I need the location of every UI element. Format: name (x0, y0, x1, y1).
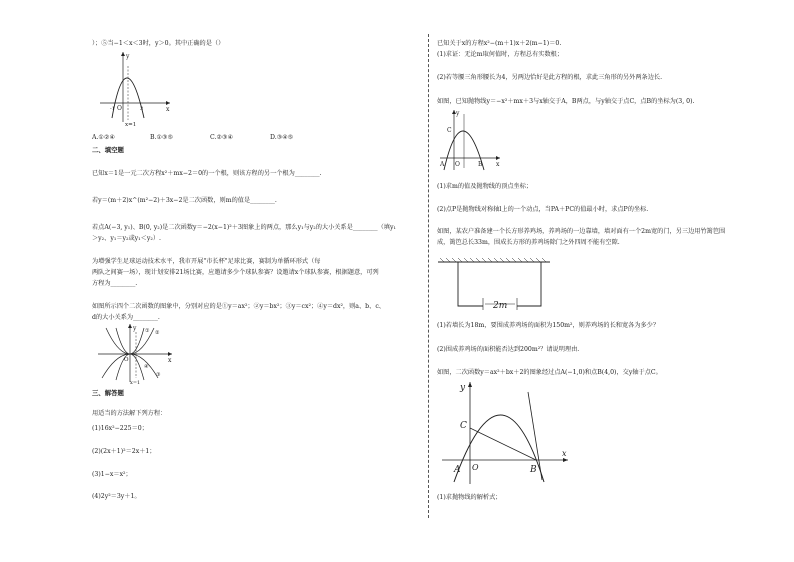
fig5-point-c: C (460, 421, 467, 431)
fig3-origin: O (455, 161, 460, 168)
fig1-tick-3: 3 (140, 106, 144, 112)
fig3-point-a: A (440, 161, 445, 168)
fill-question-5-line1: 如图所示四个二次函数的图象中，分别对应的是①y＝ax²；②y＝bx²；③y＝cx²；④y＝dx²，则a、b、c、 (92, 303, 385, 310)
question-options-tail: ）；⑤当−1＜x＜3时，y＞0。其中正确的是（） (92, 40, 225, 47)
fill-question-3-line1: 若点A(−3, y₁)、B(0, y₂)是二次函数y＝−2(x−1)²＋3图象上的两点，那么y₁与y₂的大小关系是________（填y₁ (92, 224, 396, 231)
fill-question-4-line3: 方程为________. (92, 280, 138, 287)
fill-question-2: 若y＝(m＋2)x^(m²−2)＋3x−2是二次函数，则m的值是________. (92, 197, 277, 204)
section-fill-title: 二、填空题 (92, 146, 124, 154)
fig3-y-label: y (456, 110, 460, 117)
equation-1: (1)16x²−225＝0； (92, 425, 148, 432)
q2-part1: (1)求m的值及抛物线的顶点坐标； (437, 183, 533, 190)
fig5-origin: O (472, 463, 479, 472)
parabola-figure-5 (440, 378, 572, 488)
fig5-y-label: y (460, 383, 466, 393)
choice-b: B.①③⑤ (150, 134, 174, 141)
fill-question-3-line2: ＞y₂、y₁＝y₂或y₁＜y₂）. (92, 235, 161, 242)
fig2-label-2: ② (155, 330, 160, 336)
choice-d: D.③④⑤ (270, 134, 294, 141)
fig2-y-label: y (133, 325, 137, 332)
q3-part1: (1)若墙长为18m，要围成养鸡场的面积为150m²，则养鸡场的长和宽各为多少？ (437, 322, 660, 329)
fig2-label-4: ④ (144, 364, 149, 370)
door-width-label: 2m (493, 301, 508, 311)
fig2-label-3: ③ (156, 372, 161, 378)
equation-4: (4)2y²＝3y＋1。 (92, 493, 141, 500)
solve-intro: 用适当的方法解下列方程： (92, 410, 167, 417)
fig5-x-label: x (562, 449, 567, 458)
fig1-tick-neg1: -1 (110, 106, 115, 112)
parabola-figure-1 (96, 50, 176, 126)
fig5-point-b: B (530, 465, 537, 475)
q4-part1: (1)求抛物线的解析式； (437, 494, 502, 501)
q1-part2: (2)若等腰三角形腰长为4，另两边恰好是此方程的根，求此三角形的另外两条边长. (437, 74, 663, 81)
fig1-y-label: y (126, 53, 130, 60)
equation-2: (2)(2x＋1)²＝2x＋1； (92, 448, 156, 455)
fig5-point-a: A (454, 465, 461, 475)
fig1-axis-line: x=1 (125, 122, 137, 128)
parabolas-figure-2 (94, 322, 176, 384)
fill-question-5-line2: d的大小关系为________. (92, 314, 160, 321)
choice-c: C.②③④ (210, 134, 234, 141)
q3-stem-line1: 如图，某农户准备建一个长方形养鸡场，养鸡场的一边靠墙，墙对面有一个2m宽的门，另三边用竹篱笆围 (437, 228, 726, 235)
fig1-origin: O (117, 105, 122, 112)
fig2-origin: O (124, 357, 129, 363)
fig2-x-label: x (168, 357, 172, 364)
q1-stem: 已知关于x的方程x²−(m＋1)x＋2(m−1)＝0. (437, 40, 562, 47)
fig2-axis-line: x=1 (130, 380, 141, 386)
chicken-yard-figure (436, 258, 556, 316)
fig1-x-label: x (166, 106, 170, 113)
fill-question-4-line1: 为增强学生足球运动技术水平，我市开展"市长杯"足球比赛，赛制为单循环形式（每 (92, 258, 321, 265)
q2-part2: (2)点P是抛物线对称轴l上的一个动点，当PA＋PC的值最小时，求点P的坐标. (437, 206, 649, 213)
q2-stem: 如图，已知抛物线y＝−x²＋mx＋3与x轴交于A，B两点，与y轴交于点C，点B的坐标为(3, 0). (437, 98, 695, 105)
fig3-x-label: x (496, 161, 500, 168)
q3-stem-line2: 成，篱笆总长33m，围成长方形的养鸡场除门之外四周不能有空隙. (437, 239, 620, 246)
parabola-figure-3 (438, 106, 504, 172)
fill-question-4-line2: 两队之间赛一场），现计划安排21场比赛，应邀请多少个球队参赛？设邀请x个球队参赛，根据题意，可列 (92, 269, 379, 276)
fig3-point-c: C (447, 127, 452, 134)
fig2-label-1: ① (145, 328, 150, 334)
choice-a: A.①②④ (92, 134, 116, 141)
equation-3: (3)1−x＝x²； (92, 471, 132, 478)
section-solve-title: 三、解答题 (92, 389, 124, 397)
fig3-point-b: B (478, 161, 483, 168)
q1-part1: (1)求证：无论m取何值时，方程总有实数根； (437, 51, 564, 58)
q3-part2: (2)围成养鸡场的面积能否达到200m²？请说明理由. (437, 346, 580, 353)
fill-question-1: 已知x＝1是一元二次方程x²＋mx−2＝0的一个根，则该方程的另一个根为________. (92, 170, 322, 177)
page-divider (428, 34, 429, 518)
q4-stem: 如图，二次函数y＝ax²＋bx＋2的图象经过点A(−1,0)和点B(4,0)，交y轴于点C。 (437, 369, 662, 376)
